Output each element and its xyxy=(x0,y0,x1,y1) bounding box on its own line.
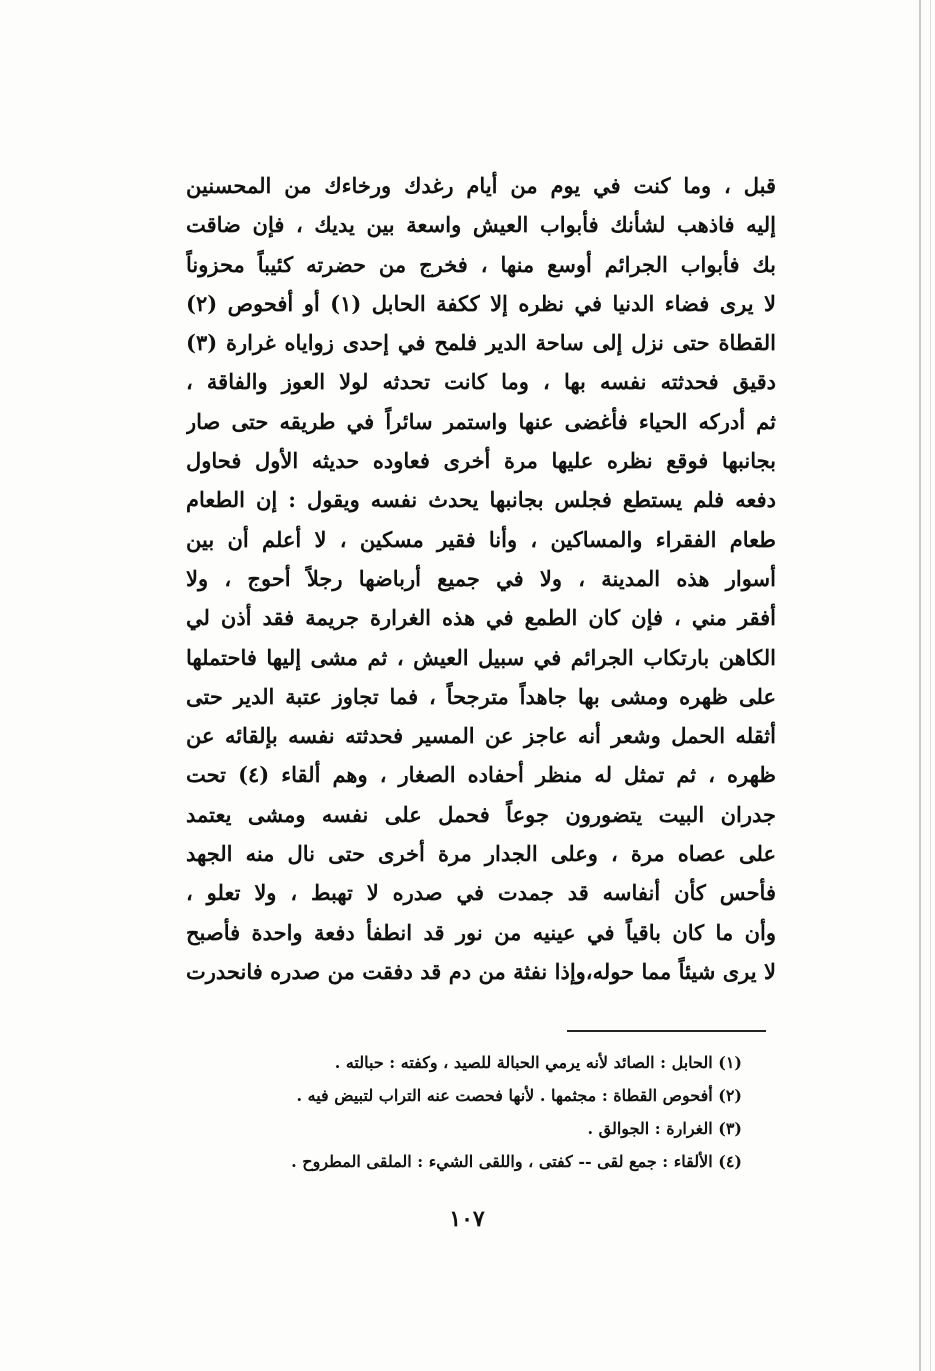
text-line: أسوار هذه المدينة ، ولا في جميع أرباضها رجلاً أحوج ، ولا xyxy=(186,565,776,591)
text-line: الكاهن بارتكاب الجرائم في سبيل العيش ، ثم مشى إليها فاحتملها xyxy=(186,644,776,670)
text-line: فأحس كأن أنفاسه قد جمدت في صدره لا تهبط ، ولا تعلو ، xyxy=(186,880,776,906)
text-line: على ظهره ومشى بها جاهداً مترجحاً ، فما تجاوز عتبة الدير حتى xyxy=(186,683,776,709)
text-line: بك فأبواب الجرائم أوسع منها ، فخرج من حضرته كئيباً محزوناً xyxy=(186,251,776,277)
text-line: جدران البيت يتضورون جوعاً فحمل على نفسه ومشى يعتمد xyxy=(186,801,776,827)
text-line: لا يرى شيئاً مما حوله،وإذا نفثة من دم قد دفقت من صدره فانحدرت xyxy=(186,958,776,984)
text-line: القطاة حتى نزل إلى ساحة الدير فلمح في إحدى زواياه غرارة (٣) xyxy=(186,330,776,356)
text-line: وأن ما كان باقياً في عينيه من نور قد انطفأ دفعة واحدة فأصبح xyxy=(186,919,776,945)
page-number: ١٠٧ xyxy=(449,1206,485,1232)
text-line: قبل ، وما كنت في يوم من أيام رغدك ورخاءك من المحسنين xyxy=(186,173,776,198)
text-line: بجانبها فوقع نظره عليها مرة أخرى فعاوده حديثه الأول فحاول xyxy=(186,448,776,474)
page-edge xyxy=(919,0,921,1371)
text-line: أفقر مني ، فإن كان الطمع في هذه الغرارة جريمة فقد أذن لي xyxy=(186,605,776,631)
footnotes xyxy=(186,1046,742,1178)
text-line: دقيق فحدثته نفسه بها ، وما كانت تحدثه لولا العوز والفاقة ، xyxy=(186,369,776,395)
text-line: دفعه فلم يستطع فجلس بجانبها يحدث نفسه ويقول : إن الطعام xyxy=(186,487,776,513)
text-line: إليه فاذهب لشأنك فأبواب العيش واسعة بين يديك ، فإن ضاقت xyxy=(186,212,776,238)
text-line: لا يرى فضاء الدنيا في نظره إلا ككفة الحابل (١) أو أفحوص (٢) xyxy=(186,290,776,316)
text-line: أثقله الحمل وشعر أنه عاجز عن المسير فحدثته نفسه بإلقائه عن xyxy=(186,723,776,749)
footnote-4: (٤) الألقاء : جمع لقى -- كفتى ، واللقى الشيء : الملقى المطروح . xyxy=(291,1152,742,1171)
body-text xyxy=(186,166,776,991)
page-edge-outer xyxy=(930,0,931,1371)
footnote-3: (٣) الغرارة : الجوالق . xyxy=(587,1119,742,1138)
footnote-2: (٢) أفحوص القطاة : مجثمها . لأنها فحصت عنه التراب لتبيض فيه . xyxy=(296,1086,742,1105)
text-line: ظهره ، ثم تمثل له منظر أحفاده الصغار ، وهم ألقاء (٤) تحت xyxy=(186,762,776,788)
footnote-1: (١) الحابل : الصائد لأنه يرمي الحبالة للصيد ، وكفته : حبالته . xyxy=(334,1053,742,1072)
text-line: ثم أدركه الحياء فأغضى عنها واستمر سائراً في طريقه حتى صار xyxy=(186,408,776,434)
text-line: على عصاه مرة ، وعلى الجدار مرة أخرى حتى نال منه الجهد xyxy=(186,841,776,867)
text-line: طعام الفقراء والمساكين ، وأنا فقير مسكين ، لا أعلم أن بين xyxy=(186,526,776,552)
footnote-divider xyxy=(567,1030,766,1032)
